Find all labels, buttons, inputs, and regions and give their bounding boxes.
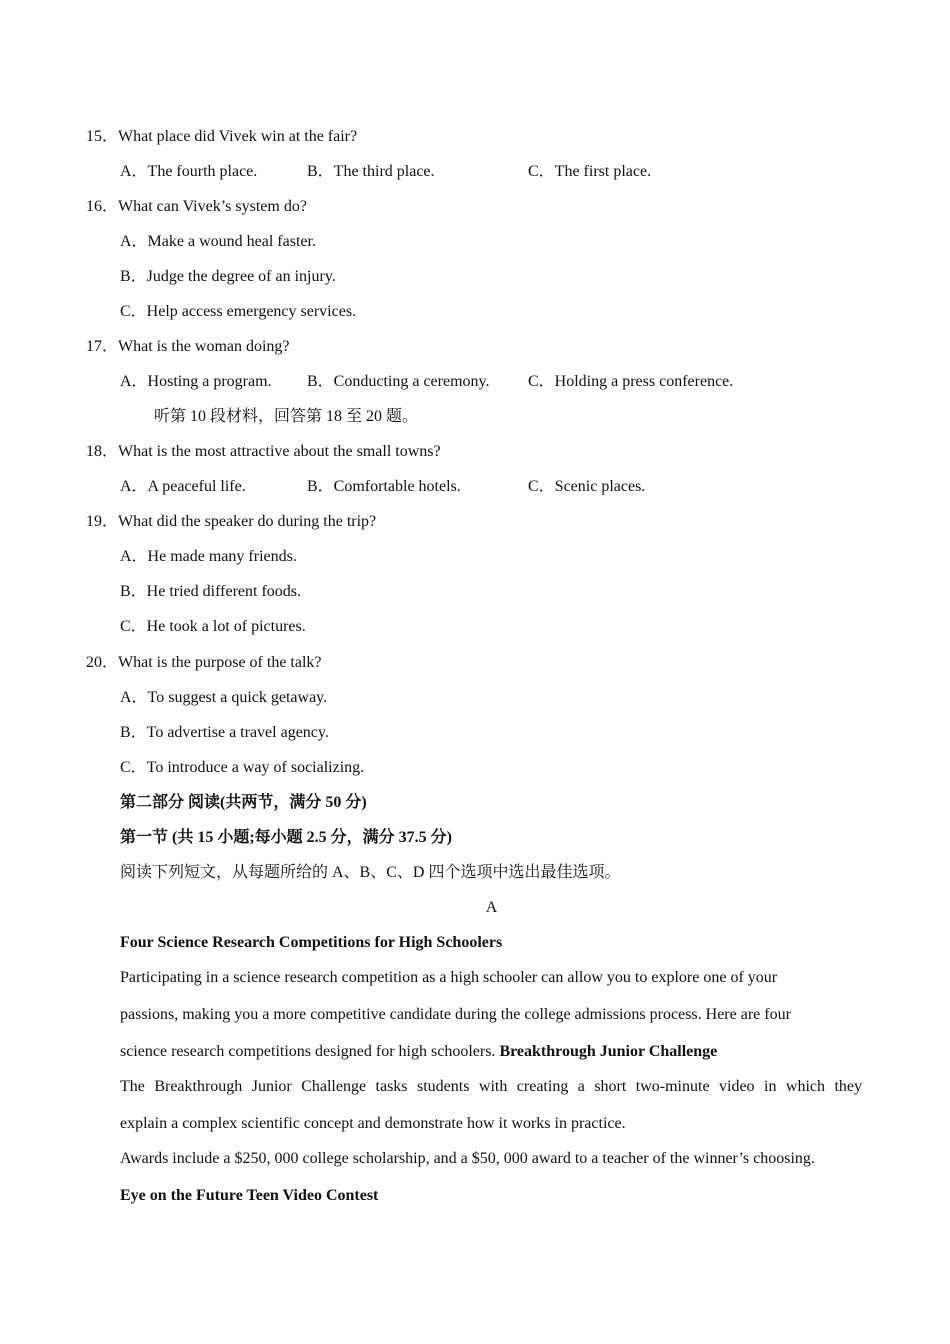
option-a: A．To suggest a quick getaway. xyxy=(120,689,328,706)
question-19 xyxy=(86,512,376,532)
paragraph-line: The Breakthrough Junior Challenge tasks students with creating a short two-minute video in which they xyxy=(120,1078,862,1095)
question-20 xyxy=(86,653,322,673)
option-b: B．He tried different foods. xyxy=(120,583,301,600)
option-b: B．Comfortable hotels. xyxy=(307,478,461,495)
competition-title: Breakthrough Junior Challenge xyxy=(499,1043,718,1060)
awards-text: Awards include a $250, 000 college scholarship, and a $50, 000 award to a teacher of the winner’s choosing. xyxy=(120,1150,815,1167)
paragraph-line: Participating in a science research competition as a high schooler can allow you to explore one of your xyxy=(120,969,778,986)
option-a: A．Hosting a program. xyxy=(120,373,272,390)
question-number: 18． xyxy=(86,443,119,460)
reading-instruction: 阅读下列短文，从每题所给的 A、B、C、D 四个选项中选出最佳选项。 xyxy=(120,864,621,881)
option-b: B．The third place. xyxy=(307,163,435,180)
paragraph-text: science research competitions designed for high schoolers. xyxy=(120,1043,496,1060)
option-c: C．Help access emergency services. xyxy=(120,303,357,320)
question-text: What is the purpose of the talk? xyxy=(118,654,322,671)
question-15 xyxy=(86,127,357,147)
question-17 xyxy=(86,337,290,357)
option-c: C．Scenic places. xyxy=(528,478,646,495)
question-18 xyxy=(86,442,441,462)
question-number: 19． xyxy=(86,513,119,530)
question-number: 16． xyxy=(86,198,119,215)
question-number: 20． xyxy=(86,654,119,671)
option-c: C．To introduce a way of socializing. xyxy=(120,759,365,776)
competition-title: Eye on the Future Teen Video Contest xyxy=(120,1187,379,1204)
option-c: C．The first place. xyxy=(528,163,652,180)
option-b: B．Conducting a ceremony. xyxy=(307,373,490,390)
option-b: B．To advertise a travel agency. xyxy=(120,724,329,741)
question-text: What did the speaker do during the trip? xyxy=(118,513,377,530)
passage-letter: A xyxy=(485,899,498,916)
question-number: 17． xyxy=(86,338,119,355)
paragraph-line xyxy=(120,1042,717,1062)
question-number: 15． xyxy=(86,128,119,145)
section-note: 听第 10 段材料，回答第 18 至 20 题。 xyxy=(154,408,419,425)
passage-title: Four Science Research Competitions for High Schoolers xyxy=(120,934,503,951)
option-a: A．Make a wound heal faster. xyxy=(120,233,316,250)
option-a: A．A peaceful life. xyxy=(120,478,246,495)
option-c: C．Holding a press conference. xyxy=(528,373,734,390)
question-text: What can Vivek’s system do? xyxy=(118,198,307,215)
option-c: C．He took a lot of pictures. xyxy=(120,618,306,635)
part-heading: 第二部分 阅读(共两节，满分 50 分) xyxy=(120,794,367,811)
paragraph-line: explain a complex scientific concept and demonstrate how it works in practice. xyxy=(120,1115,626,1132)
section-heading: 第一节 (共 15 小题;每小题 2.5 分，满分 37.5 分) xyxy=(120,829,452,846)
question-text: What place did Vivek win at the fair? xyxy=(118,128,358,145)
option-a: A．He made many friends. xyxy=(120,548,297,565)
question-16 xyxy=(86,197,307,217)
option-b: B．Judge the degree of an injury. xyxy=(120,268,336,285)
option-a: A．The fourth place. xyxy=(120,163,258,180)
question-text: What is the most attractive about the small towns? xyxy=(118,443,441,460)
question-text: What is the woman doing? xyxy=(118,338,290,355)
paragraph-line: passions, making you a more competitive candidate during the college admissions process. Here are four xyxy=(120,1006,791,1023)
